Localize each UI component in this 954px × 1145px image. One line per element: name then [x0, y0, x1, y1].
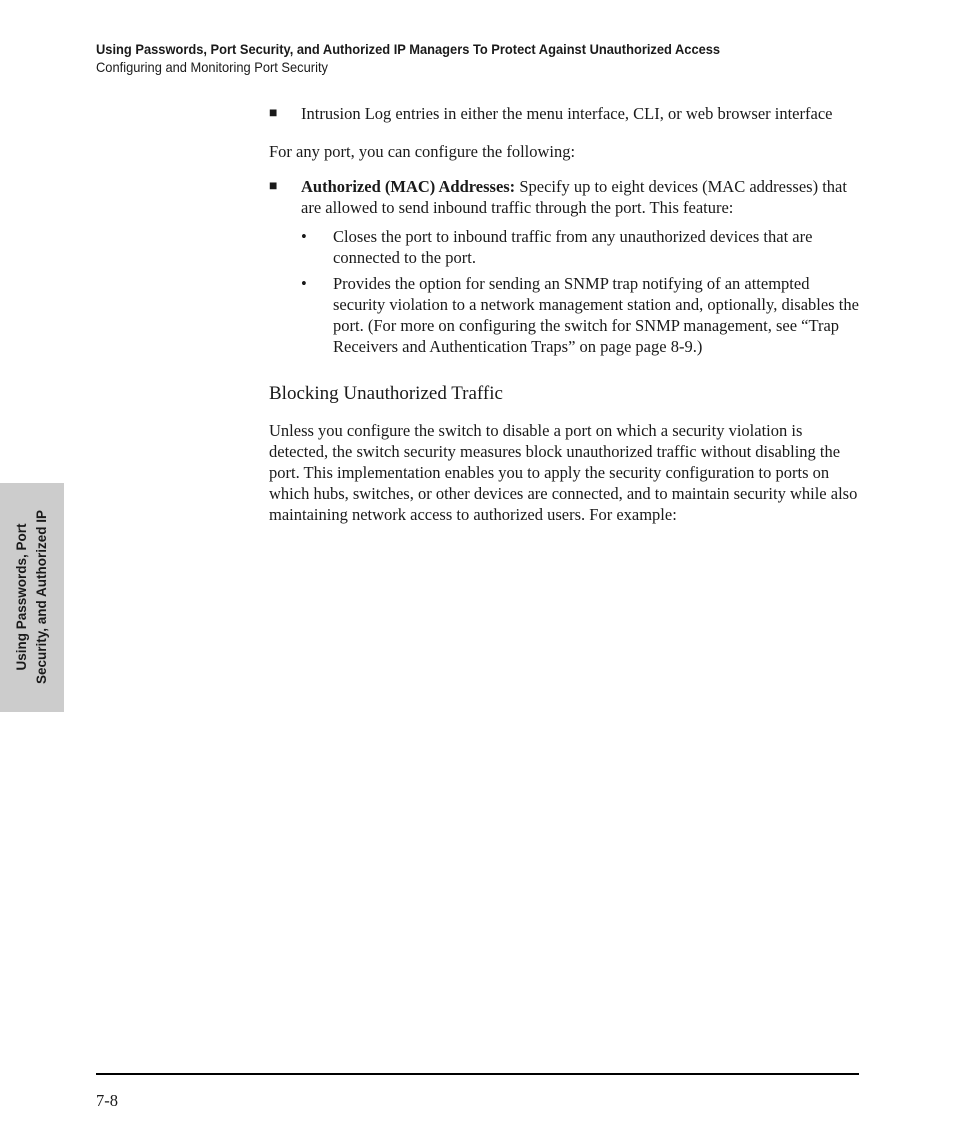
bullet-text: [301, 176, 859, 218]
side-tab-label: [12, 483, 52, 712]
sub-bullet-text: Closes the port to inbound traffic from any unauthorized devices that are connected to the port.: [333, 227, 813, 267]
sub-bullet-snmp-trap: [269, 273, 859, 357]
square-bullet-icon: ■: [269, 106, 278, 121]
page-number: 7-8: [96, 1091, 118, 1110]
sub-bullet-text: Provides the option for sending an SNMP trap notifying of an attempted security violation to a network management station and, optionally, disables the port. (For more on configuring the switch for SNMP management, see “Trap Receivers and Authentication Traps” on page page 8-9.): [333, 274, 859, 356]
page-body: [269, 103, 859, 525]
header-subtitle: Configuring and Monitoring Port Security: [96, 59, 328, 75]
bullet-term: Authorized (MAC) Addresses:: [301, 177, 516, 196]
round-bullet-icon: •: [301, 227, 307, 246]
header-title: Using Passwords, Port Security, and Authorized IP Managers To Protect Against Unauthorized Access: [96, 41, 721, 57]
body-paragraph: Unless you configure the switch to disable a port on which a security violation is detected, the switch security measures block unauthorized traffic without disabling the port. This implementation enables you to apply the security configuration to ports on which hubs, switches, or other devices are connected, and to maintain security while also maintaining network access to authorized users. For example:: [269, 421, 858, 524]
sub-bullet-closes-port: [269, 226, 859, 268]
bullet-intrusion-log: [269, 103, 859, 124]
side-tab-line-2: Security, and Authorized IP: [34, 509, 49, 685]
chapter-side-tab: [0, 483, 64, 712]
intro-text: For any port, you can configure the following:: [269, 142, 576, 161]
section-heading: Blocking Unauthorized Traffic: [269, 383, 503, 404]
bullet-description: Specify up to eight devices (MAC addresses) that are allowed to send inbound traffic through the port. This feature:: [301, 177, 847, 217]
side-tab-line-1: Using Passwords, Port: [14, 523, 29, 671]
running-header: [96, 40, 916, 76]
round-bullet-icon: •: [301, 274, 307, 293]
footer-rule: [96, 1073, 859, 1075]
bullet-authorized-addresses: [269, 176, 859, 218]
square-bullet-icon: ■: [269, 179, 278, 194]
bullet-text: Intrusion Log entries in either the menu interface, CLI, or web browser interface: [301, 104, 833, 123]
